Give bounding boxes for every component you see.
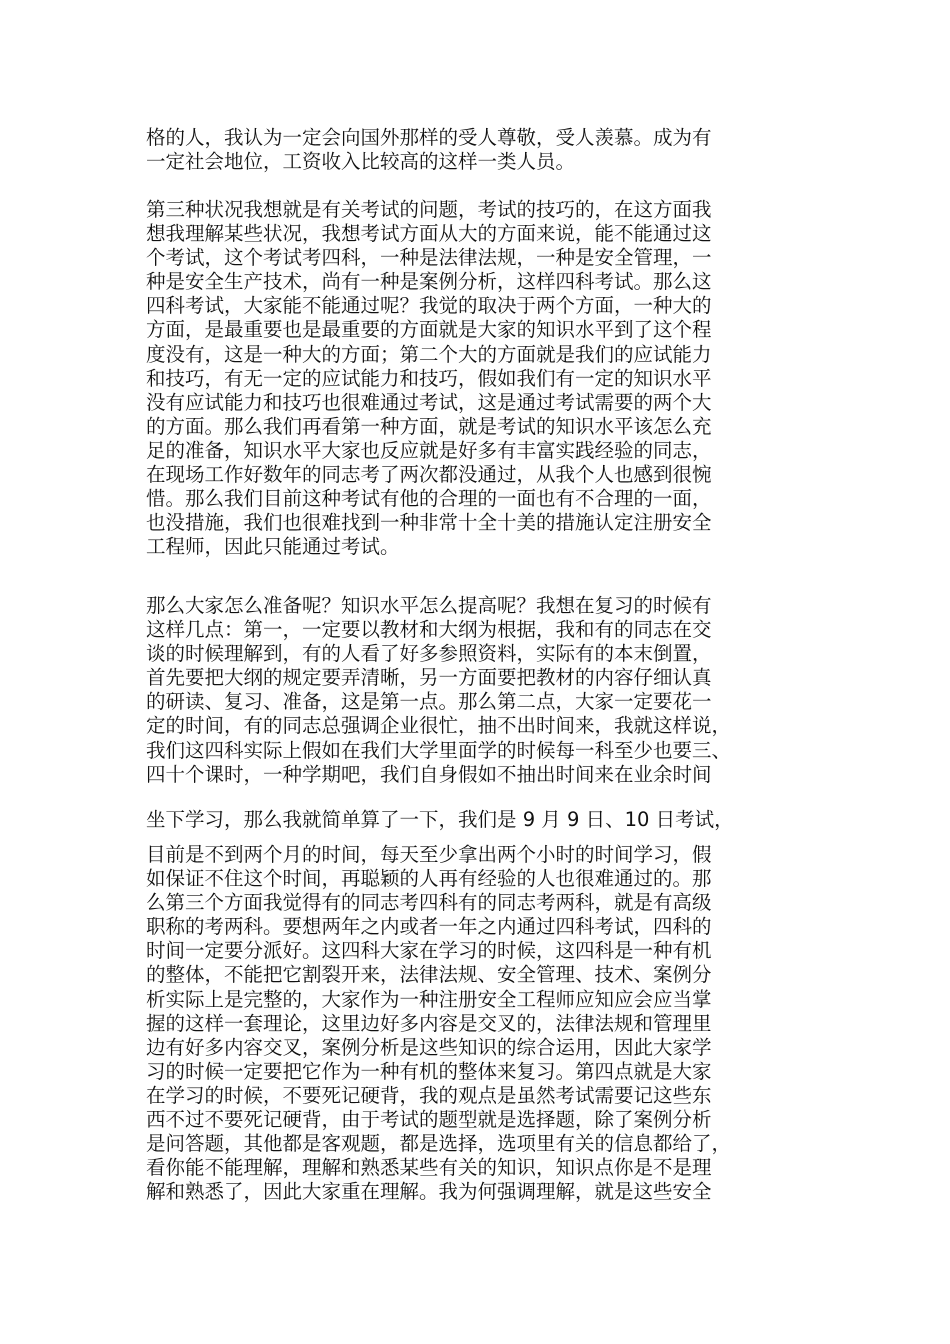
text-line: 首先要把大纲的规定要弄清晰，另一方面要把教材的内容仔细认真 — [146, 666, 712, 690]
text-line: 握的这样一套理论，这里边好多内容是交叉的，法律法规和管理里 — [146, 1011, 712, 1035]
text-line: 是问答题，其他都是客观题，都是选择，选项里有关的信息都给了， — [146, 1132, 732, 1156]
text-line: 工程师，因此只能通过考试。 — [146, 535, 400, 559]
text-line: 的研读、复习、准备，这是第一点。那么第二点，大家一定要花一 — [146, 690, 712, 714]
text-line: 的方面。那么我们再看第一种方面，就是考试的知识水平该怎么充 — [146, 414, 712, 438]
text-line: 在现场工作好数年的同志考了两次都没通过，从我个人也感到很惋 — [146, 463, 712, 487]
text-line: 时间一定要分派好。这四科大家在学习的时候，这四科是一种有机 — [146, 939, 712, 963]
text-line: 四十个课时，一种学期吧，我们自身假如不抽出时间来在业余时间 — [146, 762, 712, 786]
text-line: 方面，是最重要也是最重要的方面就是大家的知识水平到了这个程 — [146, 318, 712, 342]
text-line: 四科考试，大家能不能通过呢？我觉的取决于两个方面，一种大的 — [146, 294, 712, 318]
text-line: 那么大家怎么准备呢？知识水平怎么提高呢？我想在复习的时候有 — [146, 594, 712, 617]
text-line: 足的准备，知识水平大家也反应就是好多有丰富实践经验的同志， — [146, 438, 712, 462]
text-line: 种是安全生产技术，尚有一种是案例分析，这样四科考试。那么这 — [146, 270, 712, 294]
text-line: 想我理解某些状况，我想考试方面从大的方面来说，能不能通过这 — [146, 222, 712, 246]
text-line: 西不过不要死记硬背，由于考试的题型就是选择题，除了案例分析 — [146, 1108, 712, 1132]
paragraph-4 — [146, 808, 810, 832]
text-line: 也没措施，我们也很难找到一种非常十全十美的措施认定注册安全 — [146, 511, 712, 535]
paragraph-1 — [146, 126, 810, 174]
text-line: 的整体，不能把它割裂开来，法律法规、安全管理、技术、案例分 — [146, 963, 712, 987]
text-line: 惜。那么我们目前这种考试有他的合理的一面也有不合理的一面， — [146, 487, 712, 511]
text-line: 解和熟悉了，因此大家重在理解。我为何强调理解，就是这些安全 — [146, 1180, 712, 1204]
text-line: 坐下学习，那么我就简单算了一下，我们是 9 月 9 日、10 日考试， — [146, 808, 734, 831]
paragraph-5 — [146, 843, 810, 1204]
text-line: 和技巧，有无一定的应试能力和技巧，假如我们有一定的知识水平 — [146, 366, 712, 390]
text-line: 个考试，这个考试考四科，一种是法律法规，一种是安全管理，一 — [146, 246, 712, 270]
text-line: 第三种状况我想就是有关考试的问题，考试的技巧的，在这方面我 — [146, 198, 712, 221]
text-line: 一定社会地位，工资收入比较高的这样一类人员。 — [146, 150, 576, 174]
text-line: 这样几点：第一，一定要以教材和大纲为根据，我和有的同志在交 — [146, 618, 712, 642]
text-line: 没有应试能力和技巧也很难通过考试，这是通过考试需要的两个大 — [146, 390, 712, 414]
text-line: 定的时间，有的同志总强调企业很忙，抽不出时间来，我就这样说， — [146, 714, 732, 738]
text-line: 在学习的时候，不要死记硬背，我的观点是虽然考试需要记这些东 — [146, 1083, 712, 1107]
text-line: 目前是不到两个月的时间，每天至少拿出两个小时的时间学习，假 — [146, 843, 712, 866]
paragraph-3 — [146, 594, 810, 787]
text-line: 看你能不能理解，理解和熟悉某些有关的知识，知识点你是不是理 — [146, 1156, 712, 1180]
text-line: 格的人，我认为一定会向国外那样的受人尊敬，受人羡慕。成为有 — [146, 126, 712, 149]
text-line: 度没有，这是一种大的方面；第二个大的方面就是我们的应试能力 — [146, 342, 712, 366]
text-line: 职称的考两科。要想两年之内或者一年之内通过四科考试，四科的 — [146, 915, 712, 939]
text-line: 习的时候一定要把它作为一种有机的整体来复习。第四点就是大家 — [146, 1059, 712, 1083]
text-line: 我们这四科实际上假如在我们大学里面学的时候每一科至少也要三、 — [146, 738, 732, 762]
text-line: 如保证不住这个时间，再聪颖的人再有经验的人也很难通过的。那 — [146, 867, 712, 891]
paragraph-2 — [146, 198, 810, 559]
text-line: 析实际上是完整的，大家作为一种注册安全工程师应知应会应当掌 — [146, 987, 712, 1011]
text-line: 谈的时候理解到，有的人看了好多参照资料，实际有的本末倒置， — [146, 642, 712, 666]
text-line: 边有好多内容交叉，案例分析是这些知识的综合运用，因此大家学 — [146, 1035, 712, 1059]
text-line: 么第三个方面我觉得有的同志考四科有的同志考两科，就是有高级 — [146, 891, 712, 915]
